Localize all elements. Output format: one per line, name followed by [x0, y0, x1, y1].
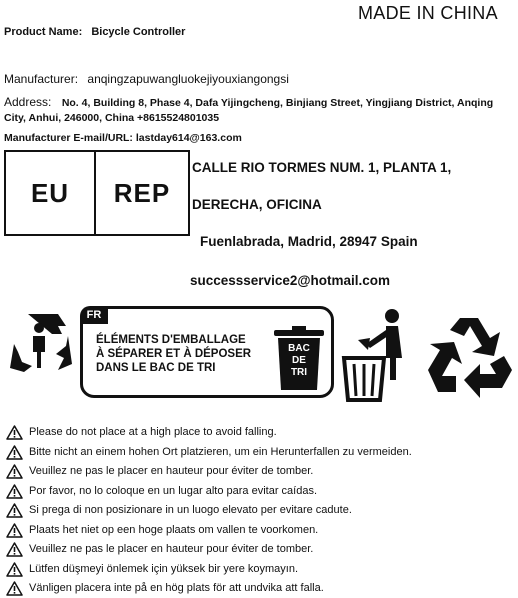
ec-rep-address-line2: DERECHA, OFICINA	[192, 197, 322, 212]
warning-triangle-icon	[6, 523, 23, 538]
address-label: Address:	[4, 95, 52, 109]
manufacturer-row	[4, 72, 289, 86]
warning-item	[6, 540, 516, 559]
triman-logo-icon	[6, 306, 76, 376]
manufacturer-email: Manufacturer E-mail/URL: lastday614@163.com	[4, 132, 242, 144]
warning-triangle-icon	[6, 484, 23, 499]
recycle-icon	[424, 312, 514, 400]
fr-line2: À SÉPARER ET À DÉPOSER	[96, 348, 252, 360]
manufacturer-label: Manufacturer:	[4, 72, 79, 86]
warning-text: Lütfen düşmeyi önlemek için yüksek bir yere koymayın.	[29, 562, 299, 575]
warning-item	[6, 462, 516, 481]
bin-label-1: BAC	[288, 343, 310, 354]
fr-tab: FR	[80, 306, 108, 324]
warning-item	[6, 423, 516, 442]
ec-rep-address-line3: Fuenlabrada, Madrid, 28947 Spain	[200, 234, 418, 249]
warning-item	[6, 579, 516, 598]
ec-rep-symbol	[4, 150, 190, 236]
made-in-china: MADE IN CHINA	[358, 3, 498, 23]
warning-triangle-icon	[6, 503, 23, 518]
warning-triangle-icon	[6, 562, 23, 577]
product-label: Product Name:	[4, 26, 83, 38]
warning-triangle-icon	[6, 445, 23, 460]
address-row	[4, 93, 493, 111]
address-line2: City, Anhui, 246000, China +8615524801035	[4, 112, 220, 124]
warning-item	[6, 560, 516, 579]
fr-sorting-text	[96, 333, 251, 375]
warning-text: Please do not place at a high place to avoid falling.	[29, 426, 277, 438]
warning-text: Bitte nicht an einem hohen Ort platzieren, um ein Herunterfallen zu vermeiden.	[29, 445, 412, 458]
ec-rep-left: EU	[6, 152, 96, 234]
product-value: Bicycle Controller	[91, 26, 186, 38]
sorting-bin-label	[276, 343, 322, 379]
warning-triangle-icon	[6, 425, 23, 440]
ec-rep-right: REP	[113, 177, 171, 208]
warning-text: Por favor, no lo coloque en un lugar alto para evitar caídas.	[29, 484, 318, 497]
ec-rep-email: successservice2@hotmail.com	[190, 273, 391, 288]
warning-triangle-icon	[6, 464, 23, 479]
warning-triangle-icon	[6, 542, 23, 557]
warning-text: Vänligen placera inte på en hög plats för att undvika att falla.	[29, 582, 324, 594]
warning-text: Plaats het niet op een hoge plaats om vallen te voorkomen.	[29, 523, 319, 536]
fr-line3: DANS LE BAC DE TRI	[96, 362, 216, 374]
warning-text: Si prega di non posizionare in un luogo elevato per evitare cadute.	[29, 504, 352, 516]
warning-item	[6, 482, 516, 501]
warning-text: Veuillez ne pas le placer en hauteur pour éviter de tomber.	[29, 465, 314, 477]
warning-item	[6, 443, 516, 462]
warning-text: Veuillez ne pas le placer en hauteur pour éviter de tomber.	[29, 543, 314, 555]
warning-item	[6, 521, 516, 540]
ec-rep-address-line1: CALLE RIO TORMES NUM. 1, PLANTA 1,	[192, 160, 452, 175]
warning-item	[6, 501, 516, 520]
bin-label-3: TRI	[290, 367, 308, 378]
manufacturer-value: anqingzapuwangluokejiyouxiangongsi	[87, 72, 289, 86]
product-name-row	[4, 26, 185, 38]
fr-line1: ÉLÉMENTS D'EMBALLAGE	[96, 334, 246, 346]
address-line1: No. 4, Building 8, Phase 4, Dafa Yijingcheng, Binjiang Street, Yingjiang District, Anqing	[61, 97, 494, 109]
bin-label-2: DE	[292, 355, 306, 366]
warning-triangle-icon	[6, 581, 23, 596]
tidyman-disposal-icon	[340, 306, 416, 402]
